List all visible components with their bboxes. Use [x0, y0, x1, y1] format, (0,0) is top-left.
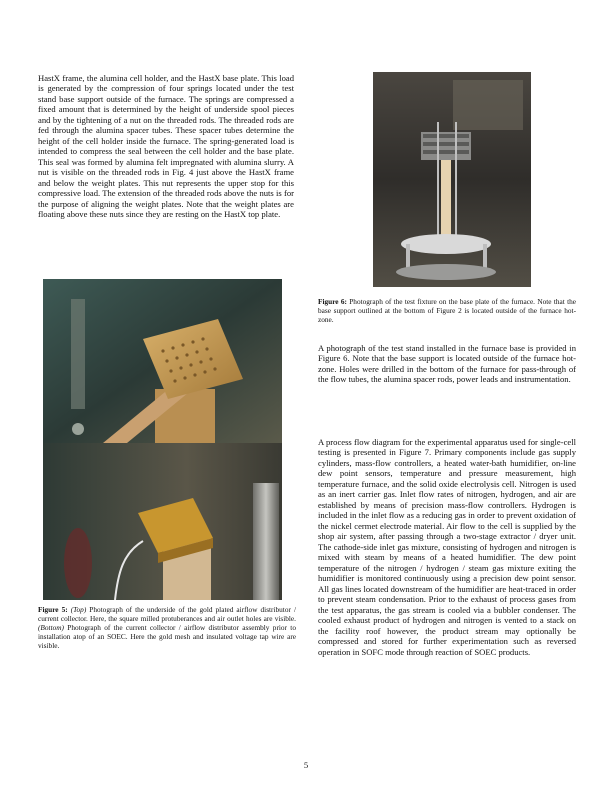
body-paragraph: A photograph of the test stand installed in the furnace base is provided in Figure 6. Note that the base support is located outside of the furnace hot-zone. Holes were drilled in the bottom of the furnace for pass-through of the flow tubes, the alumina spacer rods, power leads and instrumentation.: [318, 343, 576, 385]
right-column-paragraph-1: [318, 343, 576, 385]
figure-5-caption-text-a: Photograph of the underside of the gold plated airflow distributor / current collector. Here, the square milled protuberances and air outlet holes are visible.: [38, 605, 296, 624]
figure-6-caption: [318, 297, 576, 324]
body-paragraph: A process flow diagram for the experimental apparatus used for single-cell testing is presented in Figure 7. Primary components include gas supply cylinders, mass-flow controllers, a heated water-bath humidifier, on-line dew point sensors, temperature and pressure measurement, high temperature furnace, and the solid oxide electrolysis cell. Nitrogen is used as an inert carrier gas. Inlet flow rates of nitrogen, hydrogen, and air are established by means of precision mass-flow controllers. Hydrogen is included in the inlet flow as a reducing gas in order to prevent oxidation of the nickel cermet electrode material. Air flow to the cell is supplied by the shop air system, after passing through a two-stage extractor / dryer unit. The cathode-side inlet gas mixture, consisting of hydrogen and nitrogen is mixed with steam by means of a heated humidifier. The dew point temperature of the nitrogen / hydrogen / steam gas mixture exiting the humidifier is monitored continuously using a precision dew point sensor. All gas lines located downstream of the humidifier are heat-traced in order to prevent steam condensation. Prior to the exhaust of process gases from the test apparatus, the gas stream is cooled via a bubbler condenser. The cooled exhaust product of hydrogen and nitrogen is vented to a stack on the facility roof however, the product stream may optionally be compressed and stored for further experimentation such as reversed operation in SOFC mode through reaction of SOEC products.: [318, 437, 576, 657]
figure-6-photo: [373, 72, 531, 287]
body-paragraph: HastX frame, the alumina cell holder, and the HastX base plate. This load is generated by the compression of four springs located under the test stand base support outside of the furnace. The springs are compressed a fixed amount that is determined by the height of underside spool pieces and by the tightening of a nut on the threaded rods. The threaded rods are fed through the alumina spacer tubes. These spacer tubes determine the height of the cell holder inside the furnace. The spring-generated load is intended to compress the seal between the cell holder and the base plate. This seal was formed by alumina felt impregnated with alumina slurry. A nut is visible on the threaded rods in Fig. 4 just above the HastX frame and below the weight plates. This nut represents the upper stop for this compressive load. The extension of the threaded rods above the nuts is for the purpose of aligning the weight plates. Note that the weight plates are floating above these nuts since they are resting on the HastX top plate.: [38, 73, 294, 220]
left-column-text: [38, 73, 294, 220]
figure-5-top-photo: [43, 279, 282, 443]
figure-5-bottom-tag: (Bottom): [38, 623, 64, 633]
right-column-paragraph-2: [318, 437, 576, 657]
figure-5-caption-text-b: Photograph of the current collector / airflow distributor assembly prior to installation atop of an SOEC. Here the gold mesh and insulated voltage tap wire are visible.: [38, 623, 296, 651]
figure-5-label: Figure 5:: [38, 605, 68, 614]
figure-6-caption-text: Photograph of the test fixture on the base plate of the furnace. Note that the base support outlined at the bottom of Figure 2 is located outside of the furnace hot-zone.: [318, 297, 576, 325]
page-number: 5: [303, 760, 309, 770]
figure-5-caption: [38, 605, 296, 650]
figure-6-label: Figure 6:: [318, 297, 347, 306]
figure-5-top-tag: (Top): [70, 605, 87, 614]
figure-5-bottom-photo: [43, 443, 282, 600]
